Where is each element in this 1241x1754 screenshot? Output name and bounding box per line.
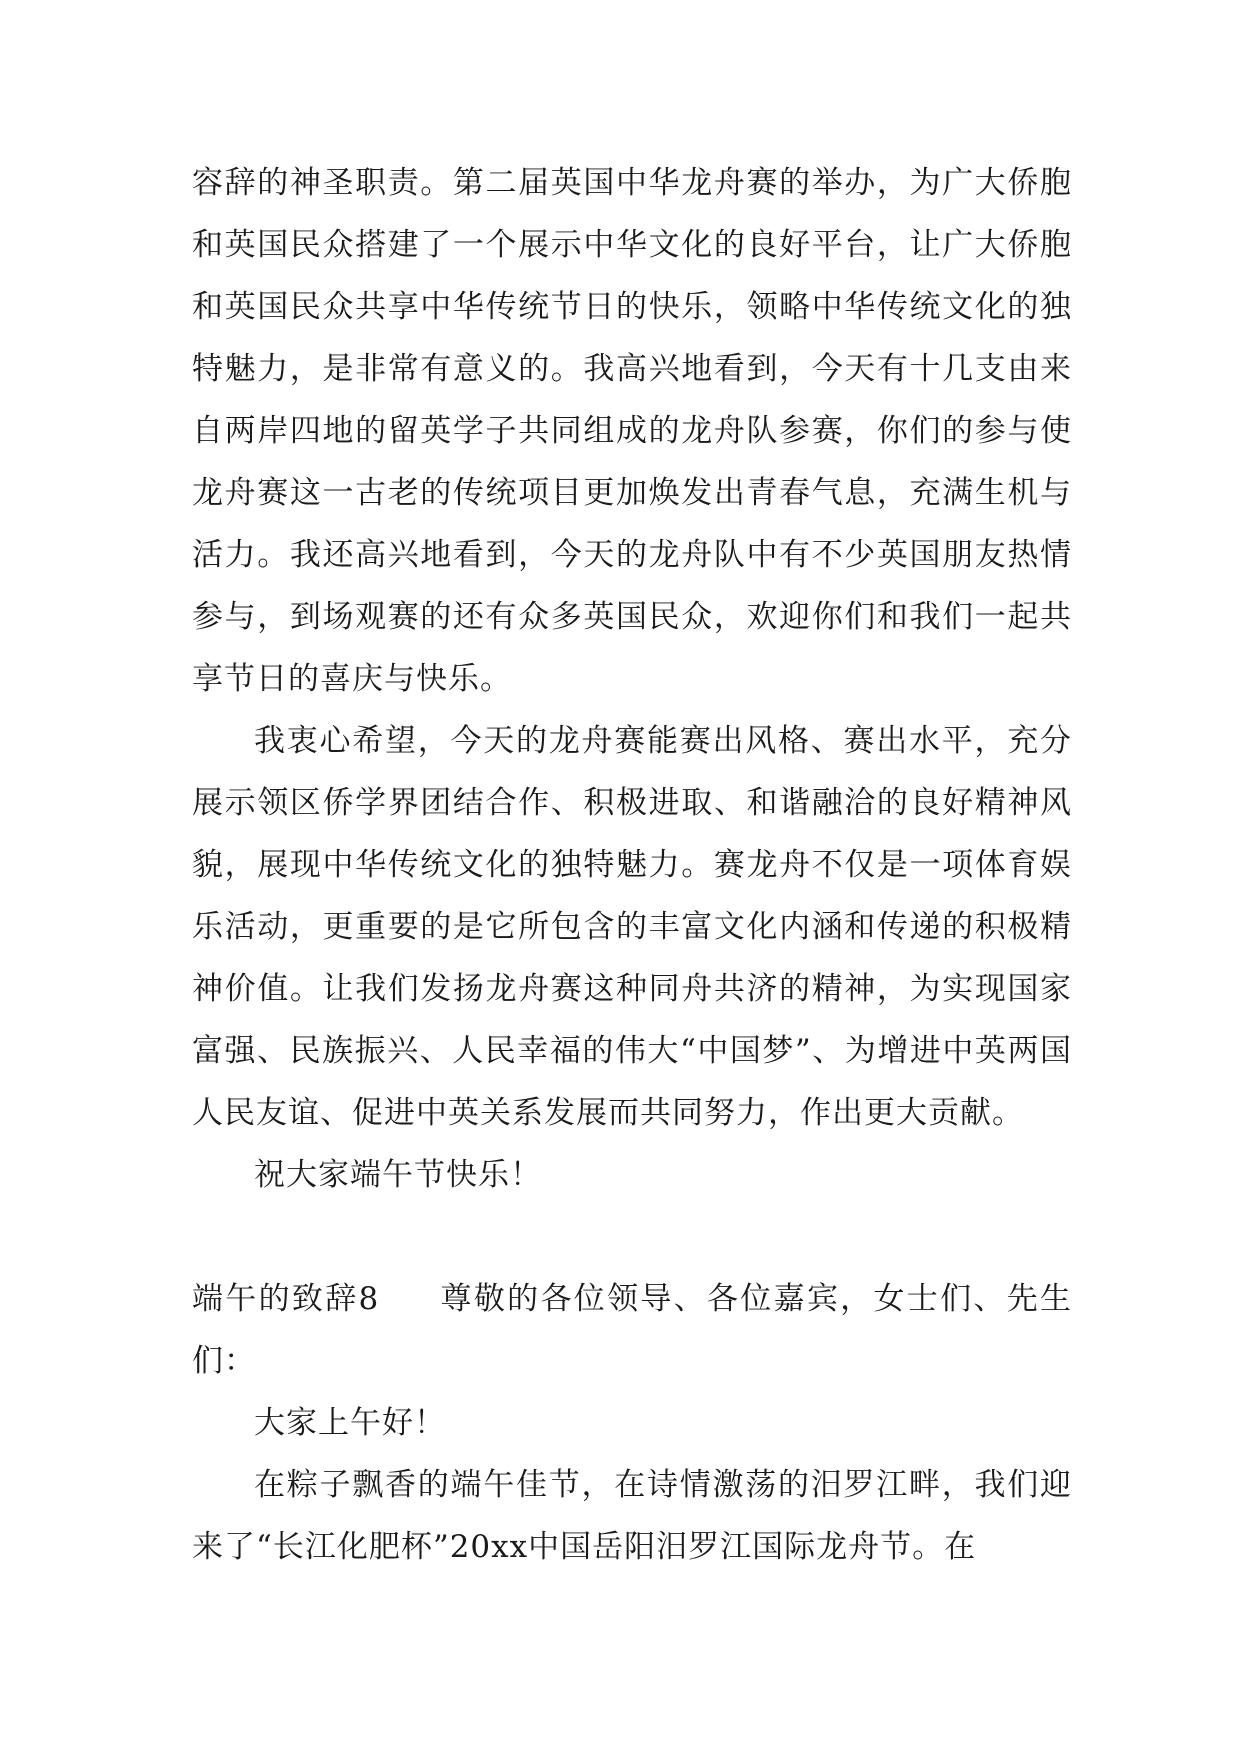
- section-heading-line: [192, 1268, 1072, 1392]
- section-spacer: [192, 1206, 1072, 1268]
- greeting-paragraph: 大家上午好！: [254, 1405, 446, 1441]
- body-paragraph-2: 我衷心希望，今天的龙舟赛能赛出风格、赛出水平，充分展示领区侨学界团结合作、积极进取、和谐融洽的良好精神风貌，展现中华传统文化的独特魅力。赛龙舟不仅是一项体育娱乐活动，更重要的是它所包含的丰富文化内涵和传递的积极精神价值。让我们发扬龙舟赛这种同舟共济的精神，为实现国家富强、民族振兴、人民幸福的伟大“中国梦”、为增进中英两国人民友谊、促进中英关系发展而共同努力，作出更大贡献。: [192, 723, 1072, 1131]
- document-body: [192, 152, 1072, 1578]
- closing-wish: 祝大家端午节快乐！: [254, 1157, 542, 1193]
- section-salutation: 尊敬的各位领导、各位嘉宾，女士们、先生们：: [192, 1281, 1072, 1379]
- section-paragraph-1: 在粽子飘香的端午佳节，在诗情激荡的汨罗江畔，我们迎来了“长江化肥杯”20xx中国岳阳汨罗江国际龙舟节。在: [192, 1467, 1072, 1565]
- body-paragraph-1: 容辞的神圣职责。第二届英国中华龙舟赛的举办，为广大侨胞和英国民众搭建了一个展示中华文化的良好平台，让广大侨胞和英国民众共享中华传统节日的快乐，领略中华传统文化的独特魅力，是非常有意义的。我高兴地看到，今天有十几支由来自两岸四地的留英学子共同组成的龙舟队参赛，你们的参与使龙舟赛这一古老的传统项目更加焕发出青春气息，充满生机与活力。我还高兴地看到，今天的龙舟队中有不少英国朋友热情参与，到场观赛的还有众多英国民众，欢迎你们和我们一起共享节日的喜庆与快乐。: [192, 165, 1072, 697]
- section-title: 端午的致辞8: [192, 1281, 380, 1317]
